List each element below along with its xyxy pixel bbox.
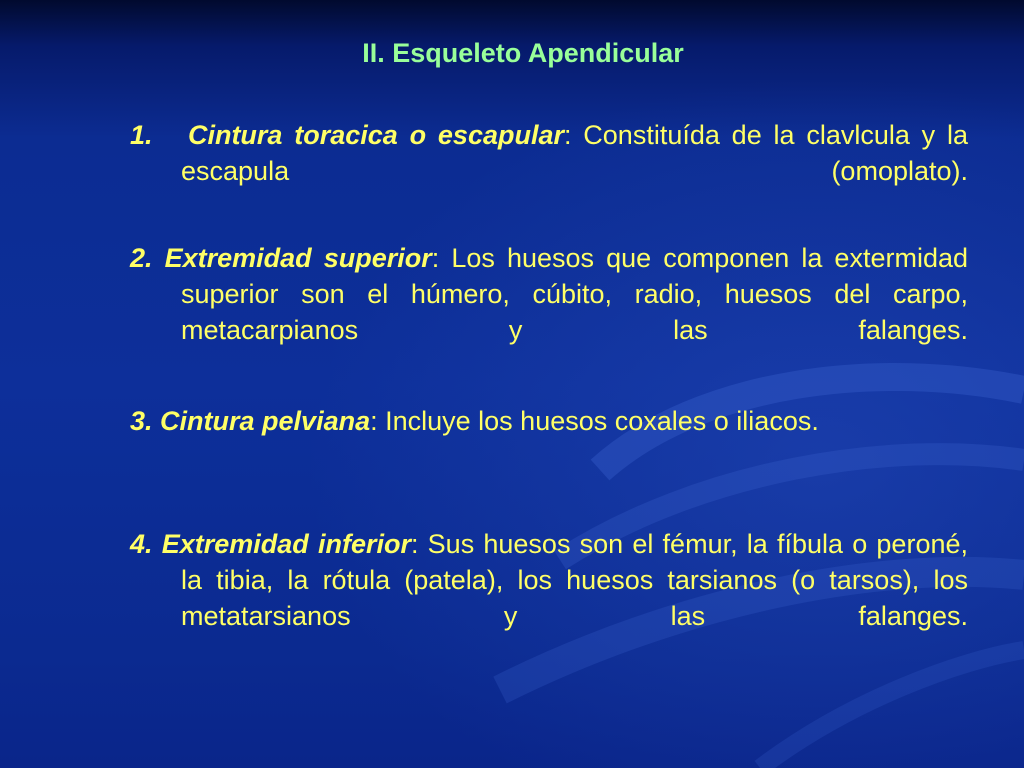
item-text: : Los huesos que componen la extermidad superior son el húmero, cúbito, radio, huesos del carpo, metacarpianos y las falanges. — [181, 243, 968, 345]
list-item-2 — [130, 240, 968, 384]
item-term: Extremidad superior — [164, 243, 432, 273]
slide-title: II. Esqueleto Apendicular — [362, 38, 684, 68]
list-item-4 — [130, 526, 968, 670]
item-number: 4. — [130, 529, 153, 559]
item-text: : Constituída de la clavlcula y la escapula (omoplato). — [181, 120, 968, 186]
item-text: : Sus huesos son el fémur, la fíbula o peroné, la tibia, la rótula (patela), los huesos tarsianos (o tarsos), los metatarsianos y las falanges. — [181, 529, 968, 631]
item-number: 1. — [130, 120, 153, 150]
item-term: Extremidad inferior — [161, 529, 411, 559]
item-text: : Incluye los huesos coxales o iliacos. — [370, 406, 819, 436]
item-number: 3. — [130, 406, 153, 436]
list-item-1 — [130, 117, 968, 225]
item-term: Cintura pelviana — [160, 406, 371, 436]
item-number: 2. — [130, 243, 153, 273]
item-term: Cintura toracica o escapular — [187, 120, 564, 150]
list-item-3 — [130, 403, 968, 439]
